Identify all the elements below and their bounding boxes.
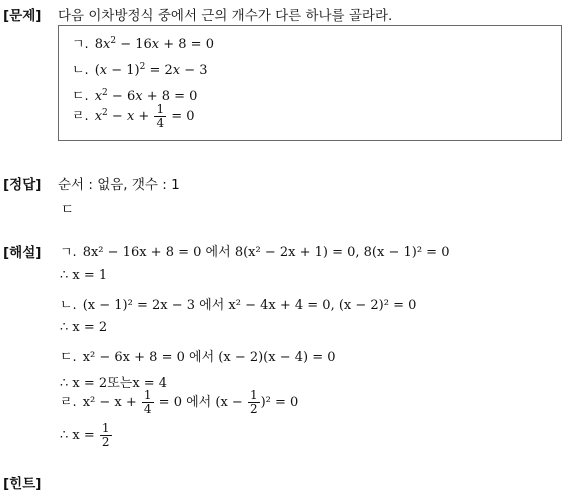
fraction: $\frac{1}{4}$ [143,388,152,416]
hint-label: [힌트] [3,476,42,492]
solution-step-4: ㄹ. x² − x + $\frac{1}{4}$ = 0 에서 (x − $\frac{1}{2}$ )² = 0 [60,388,299,416]
solution-result-1: ∴ x = 1 [60,268,108,283]
solution-step-3: ㄷ. x² − 6x + 8 = 0 에서 (x − 2)(x − 4) = 0 [60,350,336,365]
answer-line2: ㄷ [61,202,75,218]
answer-label: [정답] [3,177,42,193]
solution-result-4: ∴ x = $\frac{1}{2}$ [60,421,110,449]
solution-result-3: ∴ x = 2또는x = 4 [60,376,168,391]
choice-4: ㄹ. $x^2 - x$ + $\frac{1}{4}$ = 0 [72,102,195,130]
solution-step-2: ㄴ. (x − 1)² = 2x − 3 에서 x² − 4x + 4 = 0, (x − 2)² = 0 [60,298,417,313]
choice-1: ㄱ. $8x^2 - 16x + 8 = 0$ [72,36,214,52]
problem-text: 다음 이차방정식 중에서 근의 개수가 다른 하나를 골라라. [58,8,393,24]
choice-2: ㄴ. $(x - 1)^2 = 2x - 3$ [72,62,208,78]
fraction: $\frac{1}{2}$ [101,421,110,449]
choice-3: ㄷ. $x^2 - 6x + 8 = 0$ [72,88,198,104]
solution-result-2: ∴ x = 2 [60,320,108,335]
answer-line1: 순서 : 없음, 갯수 : 1 [58,177,180,193]
solution-label: [해설] [3,245,42,261]
problem-label: [문제] [3,8,42,24]
fraction: $\frac{1}{4}$ [156,102,165,130]
fraction: $\frac{1}{2}$ [249,388,258,416]
solution-step-1: ㄱ. 8x² − 16x + 8 = 0 에서 8(x² − 2x + 1) = 0, 8(x − 1)² = 0 [60,245,450,260]
